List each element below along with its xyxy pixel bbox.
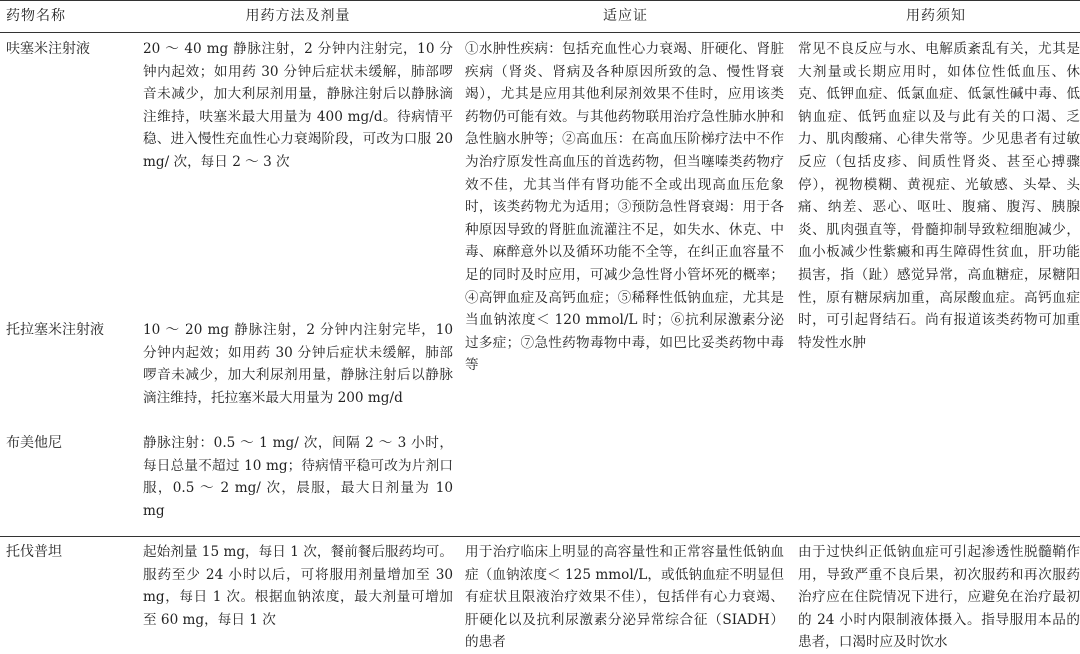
drug-dosage: 静脉注射：0.5 ～ 1 mg/ 次，间隔 2 ～ 3 小时，每日总量不超过 10 mg；待病情平稳可改为片剂口服，0.5 ～ 2 mg/ 次，晨服，最大日剂量为 10 mg <box>143 435 453 519</box>
table-row <box>0 33 1080 315</box>
drug-name: 托拉塞米注射液 <box>6 322 104 338</box>
loop-diuretic-notes: 常见不良反应与水、电解质紊乱有关，尤其是大剂量或长期应用时，如体位性低血压、休克、低钾血症、低氯血症、低氯性碱中毒、低钠血症、低钙血症以及与此有关的口渴、乏力、肌肉酸痛、心律失常等。少见患者有过敏反应（包括皮疹、间质性肾炎、甚至心搏骤停），视物模糊、黄视症、光敏感、头晕、头痛、纳差、恶心、呕吐、腹痛、腹泻、胰腺炎、肌肉强直等，骨髓抑制导致粒细胞减少，血小板减少性紫癜和再生障碍性贫血，肝功能损害，指（趾）感觉异常，高血糖症，尿糖阳性，原有糖尿病加重，高尿酸血症。高钙血症时，可引起肾结石。尚有报道该类药物可加重特发性水肿 <box>798 41 1080 351</box>
drug-dosage: 起始剂量 15 mg，每日 1 次，餐前餐后服药均可。服药至少 24 小时以后，可将服用剂量增加至 30 mg，每日 1 次。根据血钠浓度，最大剂量可增加至 60 mg，每日 1 次 <box>137 537 459 654</box>
drug-dosage: 20 ～ 40 mg 静脉注射，2 分钟内注射完，10 分钟内起效；如用药 30 分钟后症状未缓解，肺部啰音未减少，加大利尿剂用量，静脉注射后以静脉滴注维持，呋塞米最大用量为 400 mg/d。待病情平稳、进入慢性充血性心力衰竭阶段，可改为口服 20 mg/ 次，每日 2 ～ 3 次 <box>143 41 453 170</box>
header-notes: 用药须知 <box>792 1 1080 33</box>
drug-name: 托伐普坦 <box>0 537 137 654</box>
drug-dosage: 10 ～ 20 mg 静脉注射，2 分钟内注射完毕，10 分钟内起效；如用药 30 分钟后症状未缓解，肺部啰音未减少，加大利尿剂用量，静脉注射后以静脉滴注维持，托拉塞米最大用量为 200 mg/d <box>143 322 453 406</box>
header-dosage: 用药方法及剂量 <box>137 1 459 33</box>
drug-indication: 用于治疗临床上明显的高容量性和正常容量性低钠血症（血钠浓度＜ 125 mmol/L，或低钠血症不明显但有症状且限液治疗效果不佳），包括伴有心力衰竭、肝硬化以及抗利尿激素分泌异常综合征（SIADH）的患者 <box>459 537 792 654</box>
drug-notes: 由于过快纠正低钠血症可引起渗透性脱髓鞘作用，导致严重不良后果，初次服药和再次服药治疗应在住院情况下进行，应避免在治疗最初的 24 小时内限制液体摄入。指导服用本品的患者，口渴时应及时饮水 <box>792 537 1080 654</box>
header-row <box>0 1 1080 33</box>
header-drug-name: 药物名称 <box>0 1 137 33</box>
loop-diuretic-indication: ①水肿性疾病：包括充血性心力衰竭、肝硬化、肾脏疾病（肾炎、肾病及各种原因所致的急、慢性肾衰竭），尤其是应用其他利尿剂效果不佳时，应用该类药物仍可能有效。与其他药物联用治疗急性肺水肿和急性脑水肿等；②高血压：在高血压阶梯疗法中不作为治疗原发性高血压的首选药物，但当噻嗪类药物疗效不佳，尤其当伴有肾功能不全或出现高血压危象时，该类药物尤为适用；③预防急性肾衰竭：用于各种原因导致的肾脏血流灌注不足，如失水、休克、中毒、麻醉意外以及循环功能不全等，在纠正血容量不足的同时及时应用，可减少急性肾小管坏死的概率；④高钾血症及高钙血症；⑤稀释性低钠血症，尤其是当血钠浓度＜ 120 mmol/L 时；⑥抗利尿激素分泌过多症；⑦急性药物毒物中毒，如巴比妥类药物中毒等 <box>465 41 784 374</box>
drug-name: 呋塞米注射液 <box>6 41 90 57</box>
drug-name: 布美他尼 <box>6 435 62 451</box>
header-indication: 适应证 <box>459 1 792 33</box>
table-row <box>0 537 1080 654</box>
